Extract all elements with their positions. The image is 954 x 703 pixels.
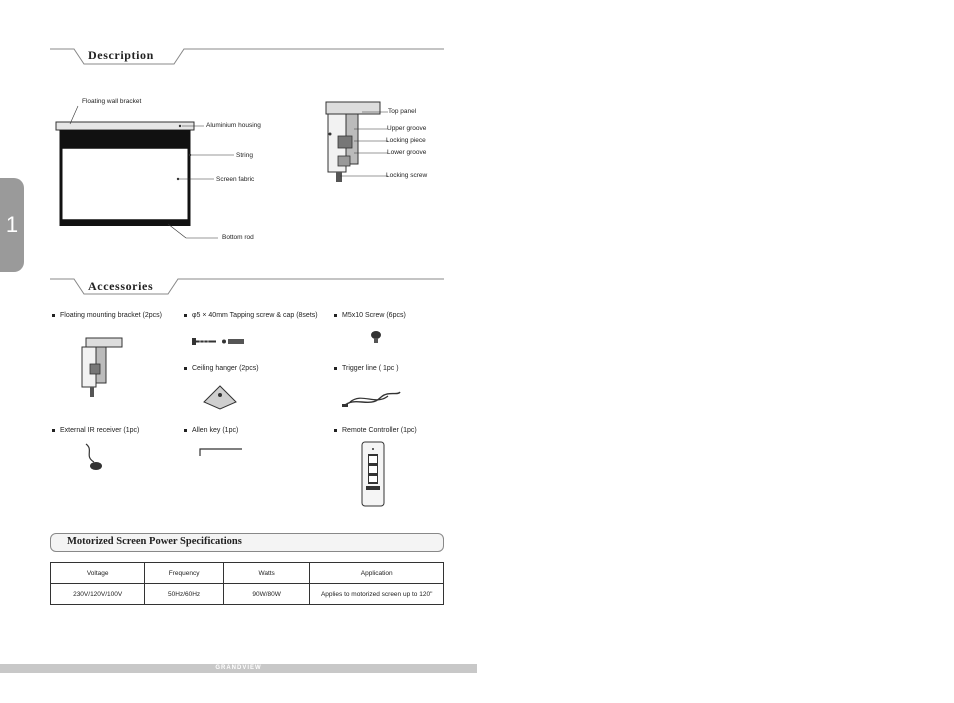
- header-voltage: Voltage: [51, 563, 145, 584]
- description-title: Description: [88, 48, 154, 62]
- ceiling-hanger-image: [200, 382, 240, 412]
- m5x10-screw-image: [368, 330, 384, 344]
- accessory-tapping-screw: φ5 × 40mm Tapping screw & cap (8sets): [184, 312, 318, 319]
- cell-voltage: 230V/120V/100V: [51, 584, 145, 605]
- label-floating-wall-bracket: Floating wall bracket: [82, 98, 142, 105]
- floating-bracket-image: [78, 334, 128, 404]
- label-lower-groove: Lower groove: [387, 149, 427, 156]
- table-header-row: [51, 563, 444, 584]
- screen-illustration: [50, 98, 300, 248]
- accessory-ir-receiver: External IR receiver (1pc): [52, 427, 139, 434]
- ir-receiver-image: [80, 440, 110, 474]
- accessory-allen-key: Allen key (1pc): [184, 427, 238, 434]
- accessory-floating-bracket: Floating mounting bracket (2pcs): [52, 312, 162, 319]
- header-frequency: Frequency: [145, 563, 224, 584]
- brand-logo: GRANDVIEW: [215, 665, 262, 671]
- label-upper-groove: Upper groove: [387, 125, 427, 132]
- specs-header: [50, 533, 444, 552]
- header-application: Application: [310, 563, 444, 584]
- label-string: String: [236, 152, 253, 159]
- cell-frequency: 50Hz/60Hz: [145, 584, 224, 605]
- label-locking-screw: Locking screw: [386, 172, 428, 179]
- remote-controller-image: [360, 440, 386, 508]
- label-locking-piece: Locking piece: [386, 137, 426, 144]
- accessory-ceiling-hanger: Ceiling hanger (2pcs): [184, 365, 259, 372]
- label-bottom-rod: Bottom rod: [222, 234, 254, 241]
- tapping-screw-image: [190, 334, 250, 348]
- header-watts: Watts: [223, 563, 309, 584]
- specs-table: [50, 562, 444, 605]
- label-screen-fabric: Screen fabric: [216, 176, 255, 183]
- footer-bar: [0, 664, 477, 673]
- accessory-remote-controller: Remote Controller (1pc): [334, 427, 417, 434]
- allen-key-image: [198, 446, 246, 458]
- cell-application: Applies to motorized screen up to 120": [310, 584, 444, 605]
- accessories-title: Accessories: [88, 279, 154, 293]
- accessory-trigger-line: Trigger line ( 1pc ): [334, 365, 399, 372]
- accessory-m5x10-screw: M5x10 Screw (6pcs): [334, 312, 406, 319]
- label-aluminium-housing: Aluminium housing: [206, 122, 261, 129]
- table-row: [51, 584, 444, 605]
- label-top-panel: Top panel: [388, 108, 417, 115]
- chapter-number: 1: [5, 212, 19, 237]
- trigger-line-image: [340, 386, 404, 412]
- bracket-leaders: [340, 104, 390, 184]
- cell-watts: 90W/80W: [223, 584, 309, 605]
- specs-title: Motorized Screen Power Specifications: [67, 536, 242, 547]
- chapter-tab: [0, 178, 24, 272]
